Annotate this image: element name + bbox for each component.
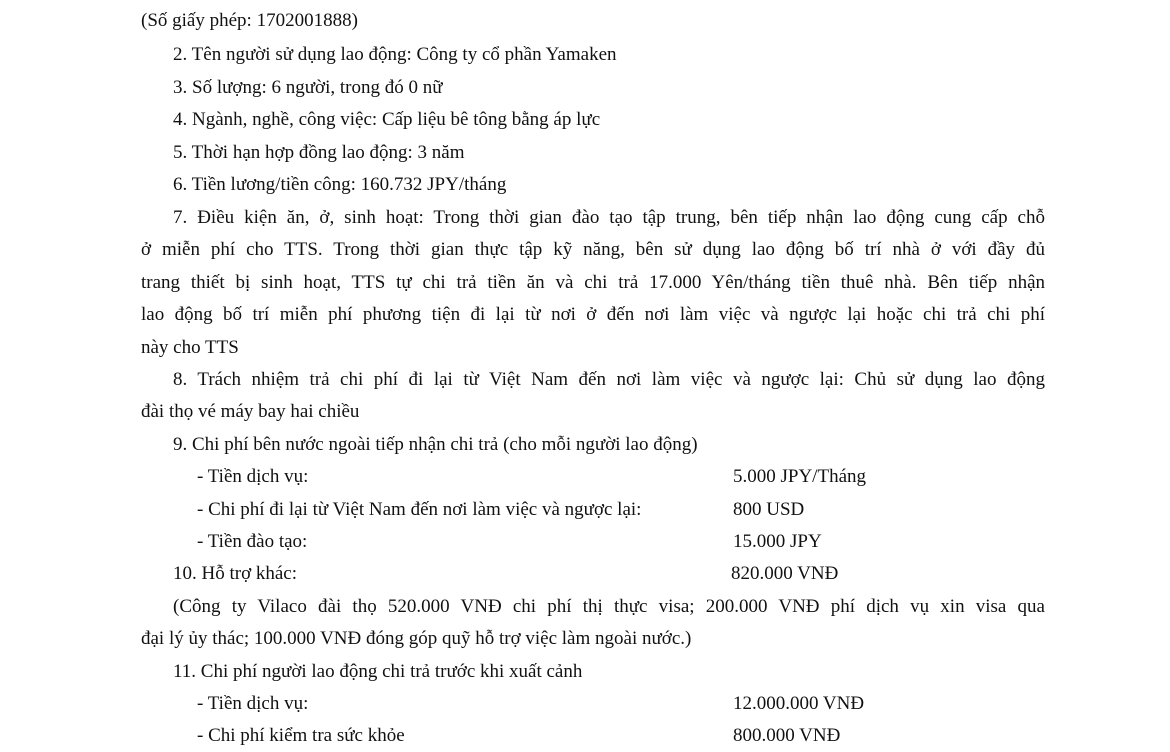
item-10-value: 820.000 VNĐ xyxy=(731,563,839,584)
paragraph-line: đại lý ủy thác; 100.000 VNĐ đóng góp quỹ hỗ trợ việc làm ngoài nước.) xyxy=(141,628,692,649)
item-2-employer: 2. Tên người sử dụng lao động: Công ty cổ phần Yamaken xyxy=(173,44,617,65)
cost-value: 5.000 JPY/Tháng xyxy=(733,466,866,487)
item-6-salary: 6. Tiền lương/tiền công: 160.732 JPY/tháng xyxy=(173,174,507,195)
cost-label: - Tiền dịch vụ: xyxy=(197,466,309,487)
cost-value: 800.000 VNĐ xyxy=(733,725,841,746)
paragraph-line: 7. Điều kiện ăn, ở, sinh hoạt: Trong thời gian đào tạo tập trung, bên tiếp nhận lao động cung cấp chỗ xyxy=(173,207,1045,228)
paragraph-line: này cho TTS xyxy=(141,337,239,358)
cost-label: - Tiền dịch vụ: xyxy=(197,693,309,714)
paragraph-line: 8. Trách nhiệm trả chi phí đi lại từ Việt Nam đến nơi làm việc và ngược lại: Chủ sử dụng lao động xyxy=(173,369,1045,390)
item-10-label: 10. Hỗ trợ khác: xyxy=(173,563,298,584)
item-11-heading: 11. Chi phí người lao động chi trả trước khi xuất cảnh xyxy=(173,661,583,682)
cut-off-top-line xyxy=(141,0,1045,8)
item-5-contract-term: 5. Thời hạn hợp đồng lao động: 3 năm xyxy=(173,142,465,163)
item-4-occupation: 4. Ngành, nghề, công việc: Cấp liệu bê tông bằng áp lực xyxy=(173,109,601,130)
cost-label: - Tiền đào tạo: xyxy=(197,531,308,552)
item-9-heading: 9. Chi phí bên nước ngoài tiếp nhận chi trả (cho mỗi người lao động) xyxy=(173,434,698,455)
item-3-quantity: 3. Số lượng: 6 người, trong đó 0 nữ xyxy=(173,77,443,98)
cost-value: 15.000 JPY xyxy=(733,531,822,552)
cost-label: - Chi phí đi lại từ Việt Nam đến nơi làm việc và ngược lại: xyxy=(197,499,642,520)
cost-label: - Chi phí kiểm tra sức khỏe xyxy=(197,725,405,746)
cost-value: 800 USD xyxy=(733,499,805,520)
paragraph-line: lao động bố trí miễn phí phương tiện đi lại từ nơi ở đến nơi làm việc và ngược lại hoặc chi trả chi phí xyxy=(141,304,1045,325)
paragraph-line: ở miễn phí cho TTS. Trong thời gian thực tập kỹ năng, bên sử dụng lao động bố trí nhà ở với đầy đủ xyxy=(141,239,1045,260)
paragraph-line: (Công ty Vilaco đài thọ 520.000 VNĐ chi phí thị thực visa; 200.000 VNĐ phí dịch vụ xin visa qua xyxy=(173,596,1045,617)
cost-value: 12.000.000 VNĐ xyxy=(733,693,865,714)
license-number: (Số giấy phép: 1702001888) xyxy=(141,10,358,31)
paragraph-line: trang thiết bị sinh hoạt, TTS tự chi trả tiền ăn và chi trả 17.000 Yên/tháng tiền thuê nhà. Bên tiếp nhận xyxy=(141,272,1045,293)
paragraph-line: đài thọ vé máy bay hai chiều xyxy=(141,401,360,422)
